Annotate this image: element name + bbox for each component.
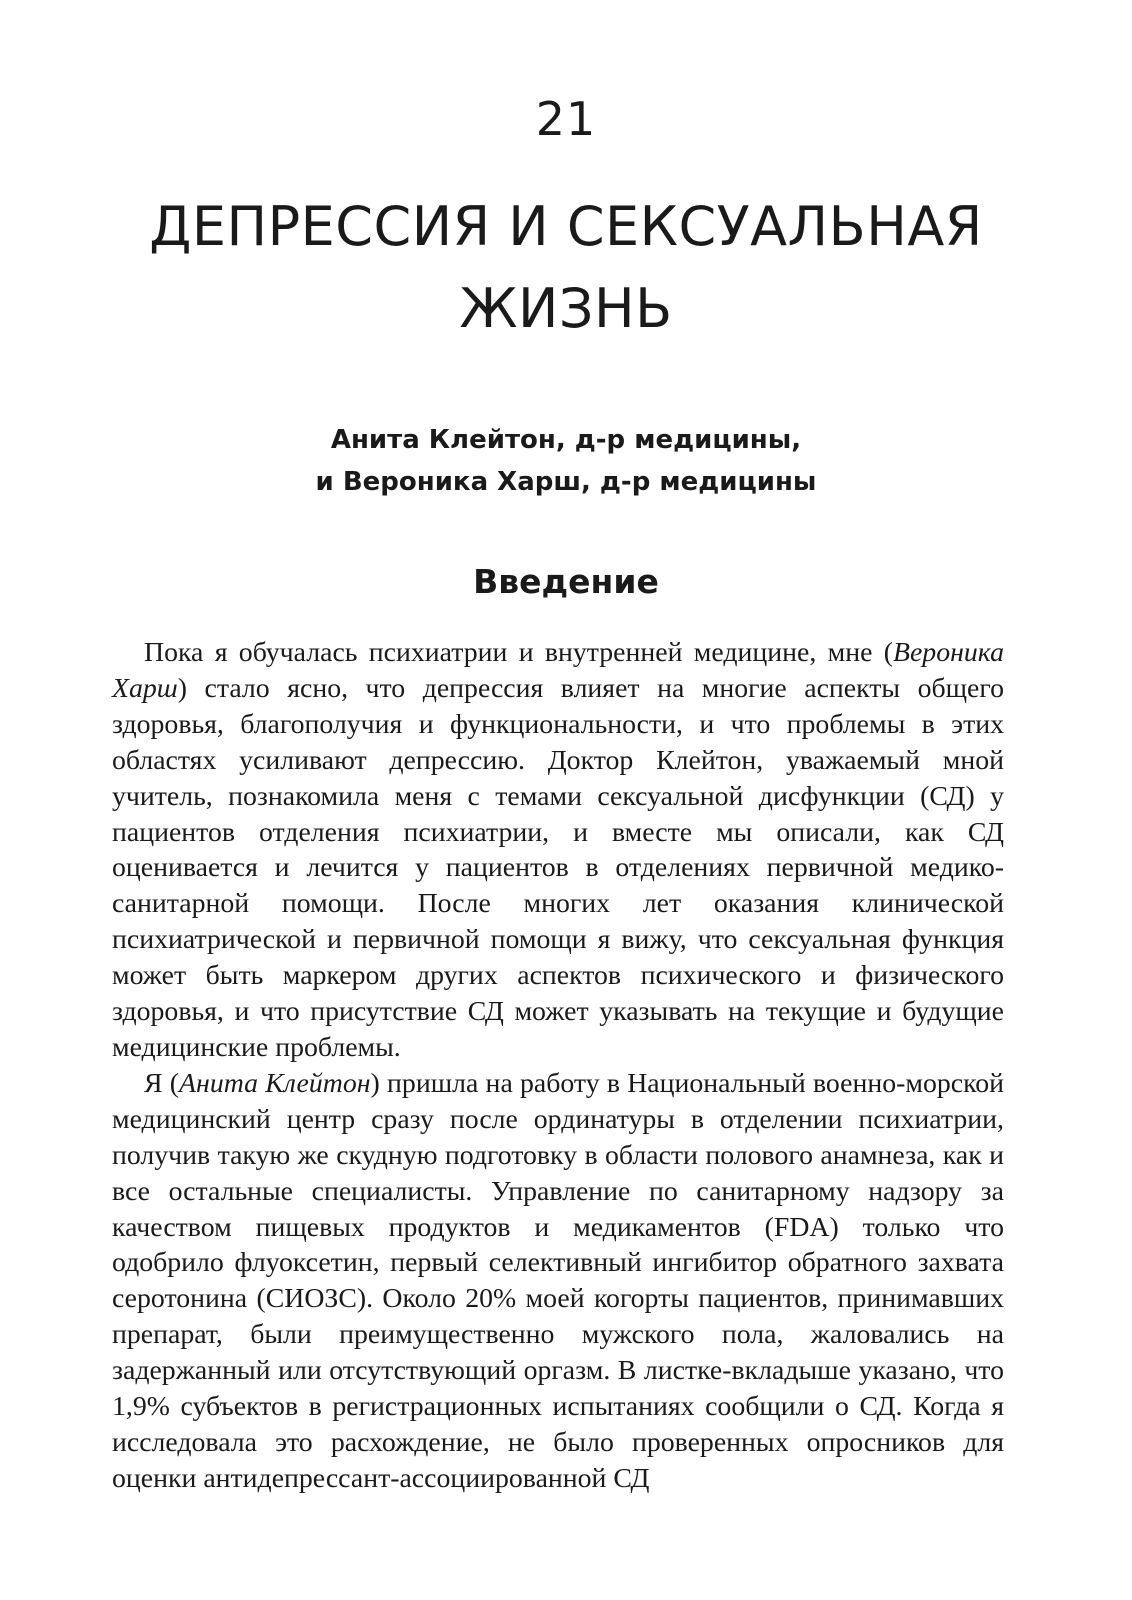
- chapter-authors: [60, 419, 1072, 503]
- chapter-title: [60, 186, 1072, 350]
- body-text: [112, 635, 1004, 1497]
- paragraph-2: [112, 1066, 1004, 1497]
- chapter-title-line-2: ЖИЗНЬ: [459, 277, 673, 340]
- authors-line-2: и Вероника Харш, д-р медицины: [315, 467, 817, 497]
- section-title: Введение: [473, 562, 659, 601]
- chapter-title-line-1: ДЕПРЕССИЯ И СЕКСУАЛЬНАЯ: [149, 195, 983, 258]
- chapter-number: 21: [535, 92, 597, 146]
- paragraph-2-author-name: Анита Клейтон: [179, 1067, 371, 1099]
- authors-line-1: Анита Клейтон, д-р медицины,: [330, 425, 802, 455]
- paragraph-2-start: Я (: [144, 1067, 180, 1099]
- paragraph-1-start: Пока я обучалась психиатрии и внутренней медицине, мне (: [144, 637, 893, 668]
- paragraph-2-rest: ) пришла на работу в Национальный военно-морской медицинский центр сразу после ординатуры в отделении психиатрии, получив такую же скудную подготовку в области полового анамнеза, как и все остальные специалисты. Управление по санитарному надзору за качеством пищевых продуктов и медикаментов (FDA) только что одобрило флуоксетин, первый селективный ингибитор обратного захвата серотонина (СИОЗС). Около 20% моей когорты пациентов, принимавших препарат, были преимущественно мужского пола, жаловались на задержанный или отсутствующий оргазм. В листке-вкладыше указано, что 1,9% субъектов в регистрационных испытаниях сообщили о СД. Когда я исследовала это расхождение, не было проверенных опросников для оценки антидепрессант-ассоциированной СД: [112, 1067, 1004, 1494]
- paragraph-1-rest: ) стало ясно, что депрессия влияет на многие аспекты общего здоровья, благополучия и функциональности, и что проблемы в этих областях усиливают депрессию. Доктор Клейтон, уважаемый мной учитель, познакомила меня с темами сексуальной дисфункции (СД) у пациентов отделения психиатрии, и вместе мы описали, как СД оценивается и лечится у пациентов в отделениях первичной медико-санитарной помощи. После многих лет оказания клинической психиатрической и первичной помощи я вижу, что сексуальная функция может быть маркером других аспектов психического и физического здоровья, и что присутствие СД может указывать на текущие и будущие медицинские проблемы.: [112, 672, 1004, 1063]
- paragraph-1-author-name: Вероника Харш: [112, 637, 1004, 704]
- paragraph-1: [112, 635, 1004, 1066]
